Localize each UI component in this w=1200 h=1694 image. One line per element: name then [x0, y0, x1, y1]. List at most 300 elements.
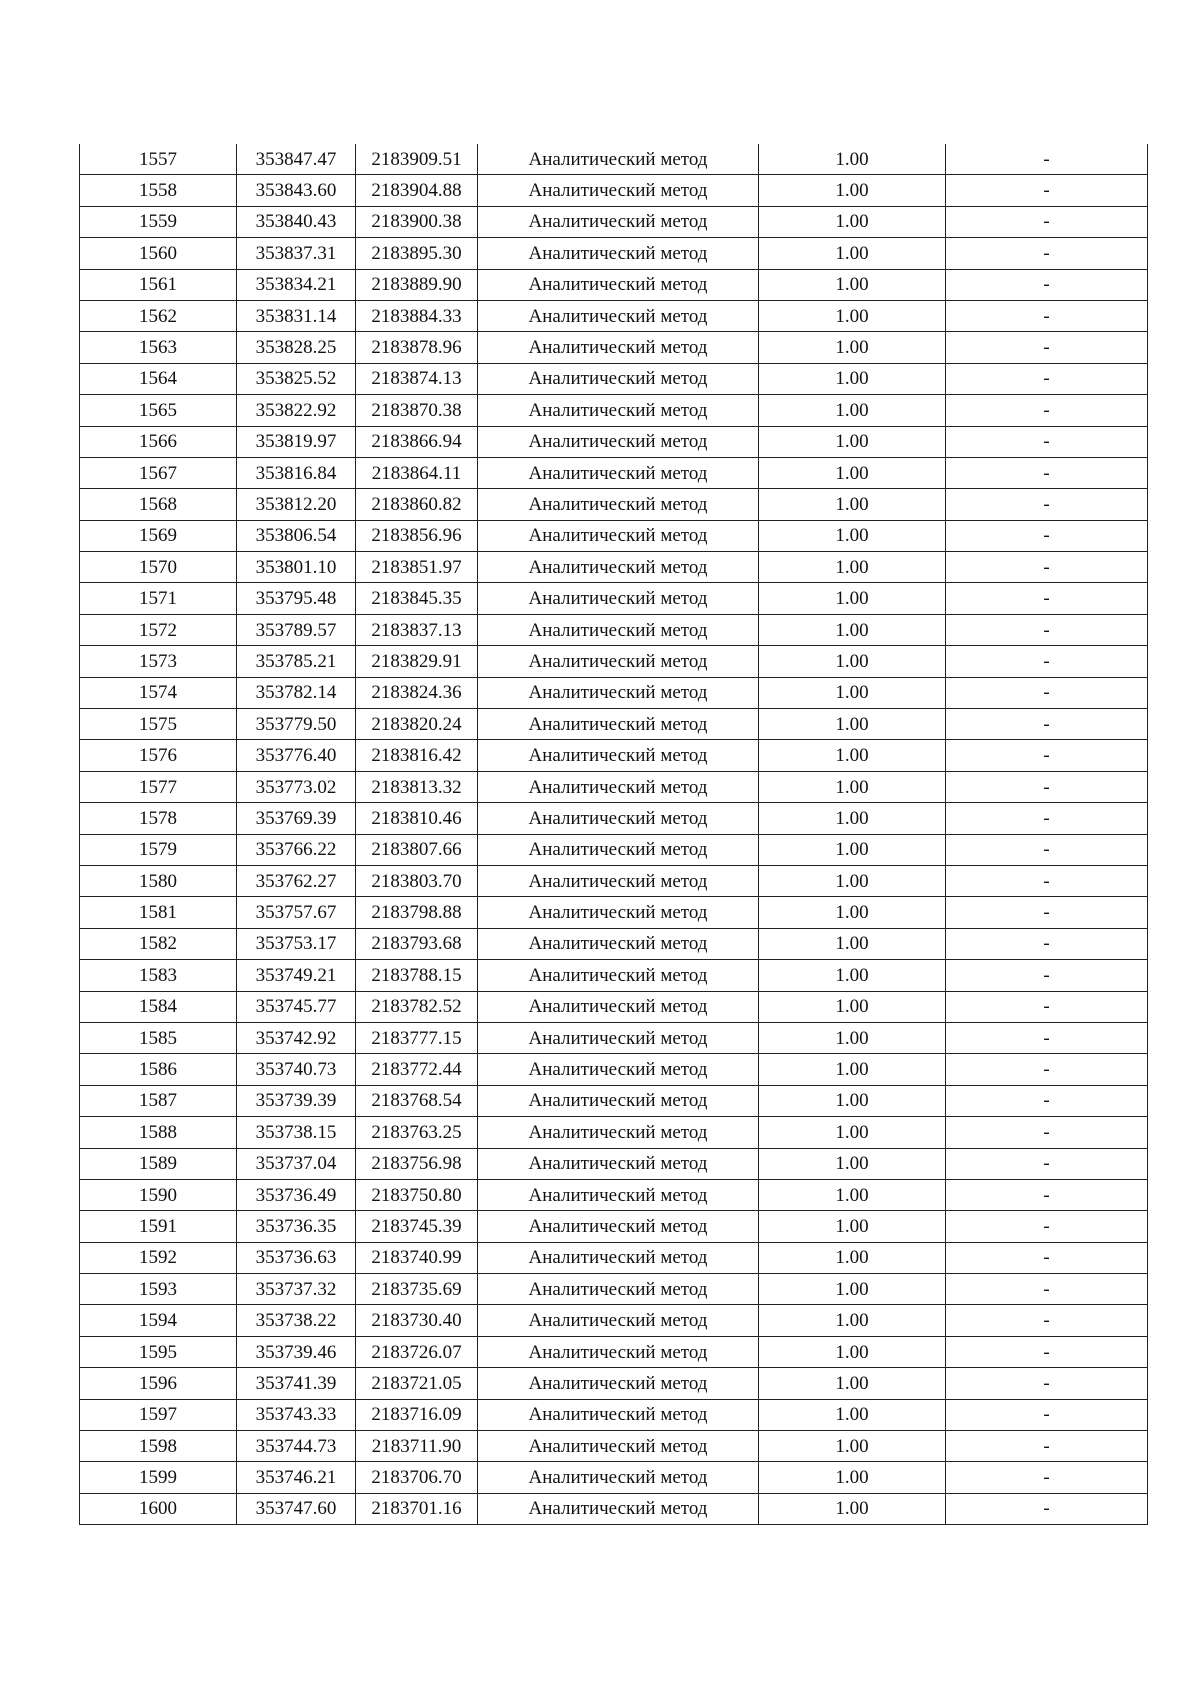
method-cell: Аналитический метод: [478, 269, 759, 300]
method-cell: Аналитический метод: [478, 1211, 759, 1242]
x-coordinate-cell: 353737.04: [237, 1148, 356, 1179]
method-cell: Аналитический метод: [478, 771, 759, 802]
note-cell: -: [946, 144, 1148, 175]
table-row: [80, 426, 1148, 457]
point-number-cell: 1571: [80, 583, 237, 614]
y-coordinate-cell: 2183711.90: [356, 1431, 478, 1462]
point-number-cell: 1562: [80, 300, 237, 331]
accuracy-cell: 1.00: [759, 960, 946, 991]
y-coordinate-cell: 2183864.11: [356, 457, 478, 488]
accuracy-cell: 1.00: [759, 771, 946, 802]
table-row: [80, 1368, 1148, 1399]
accuracy-cell: 1.00: [759, 269, 946, 300]
note-cell: -: [946, 1274, 1148, 1305]
accuracy-cell: 1.00: [759, 834, 946, 865]
note-cell: -: [946, 709, 1148, 740]
y-coordinate-cell: 2183895.30: [356, 238, 478, 269]
point-number-cell: 1557: [80, 144, 237, 175]
method-cell: Аналитический метод: [478, 709, 759, 740]
note-cell: -: [946, 1148, 1148, 1179]
method-cell: Аналитический метод: [478, 1179, 759, 1210]
y-coordinate-cell: 2183824.36: [356, 677, 478, 708]
accuracy-cell: 1.00: [759, 1054, 946, 1085]
table-row: [80, 206, 1148, 237]
point-number-cell: 1567: [80, 457, 237, 488]
note-cell: -: [946, 269, 1148, 300]
point-number-cell: 1569: [80, 520, 237, 551]
note-cell: -: [946, 928, 1148, 959]
note-cell: -: [946, 1117, 1148, 1148]
point-number-cell: 1564: [80, 363, 237, 394]
method-cell: Аналитический метод: [478, 1148, 759, 1179]
method-cell: Аналитический метод: [478, 991, 759, 1022]
note-cell: -: [946, 426, 1148, 457]
accuracy-cell: 1.00: [759, 363, 946, 394]
note-cell: -: [946, 1431, 1148, 1462]
point-number-cell: 1596: [80, 1368, 237, 1399]
point-number-cell: 1579: [80, 834, 237, 865]
table-row: [80, 457, 1148, 488]
note-cell: -: [946, 646, 1148, 677]
method-cell: Аналитический метод: [478, 332, 759, 363]
point-number-cell: 1587: [80, 1085, 237, 1116]
table-row: [80, 1336, 1148, 1367]
point-number-cell: 1570: [80, 552, 237, 583]
accuracy-cell: 1.00: [759, 865, 946, 896]
method-cell: Аналитический метод: [478, 740, 759, 771]
note-cell: -: [946, 1462, 1148, 1493]
note-cell: -: [946, 1054, 1148, 1085]
accuracy-cell: 1.00: [759, 740, 946, 771]
method-cell: Аналитический метод: [478, 897, 759, 928]
x-coordinate-cell: 353779.50: [237, 709, 356, 740]
method-cell: Аналитический метод: [478, 928, 759, 959]
note-cell: -: [946, 457, 1148, 488]
accuracy-cell: 1.00: [759, 1148, 946, 1179]
accuracy-cell: 1.00: [759, 206, 946, 237]
table-row: [80, 1117, 1148, 1148]
method-cell: Аналитический метод: [478, 144, 759, 175]
table-row: [80, 1179, 1148, 1210]
point-number-cell: 1586: [80, 1054, 237, 1085]
note-cell: -: [946, 1336, 1148, 1367]
point-number-cell: 1576: [80, 740, 237, 771]
note-cell: -: [946, 614, 1148, 645]
x-coordinate-cell: 353812.20: [237, 489, 356, 520]
accuracy-cell: 1.00: [759, 144, 946, 175]
accuracy-cell: 1.00: [759, 1022, 946, 1053]
method-cell: Аналитический метод: [478, 614, 759, 645]
table-row: [80, 803, 1148, 834]
x-coordinate-cell: 353738.22: [237, 1305, 356, 1336]
note-cell: -: [946, 1399, 1148, 1430]
note-cell: -: [946, 1022, 1148, 1053]
y-coordinate-cell: 2183763.25: [356, 1117, 478, 1148]
point-number-cell: 1572: [80, 614, 237, 645]
point-number-cell: 1583: [80, 960, 237, 991]
note-cell: -: [946, 300, 1148, 331]
accuracy-cell: 1.00: [759, 395, 946, 426]
point-number-cell: 1559: [80, 206, 237, 237]
table-row: [80, 1148, 1148, 1179]
method-cell: Аналитический метод: [478, 238, 759, 269]
method-cell: Аналитический метод: [478, 960, 759, 991]
point-number-cell: 1563: [80, 332, 237, 363]
table-row: [80, 583, 1148, 614]
table-row: [80, 834, 1148, 865]
method-cell: Аналитический метод: [478, 489, 759, 520]
method-cell: Аналитический метод: [478, 1493, 759, 1524]
accuracy-cell: 1.00: [759, 300, 946, 331]
point-number-cell: 1565: [80, 395, 237, 426]
x-coordinate-cell: 353773.02: [237, 771, 356, 802]
table-row: [80, 175, 1148, 206]
table-row: [80, 1399, 1148, 1430]
y-coordinate-cell: 2183870.38: [356, 395, 478, 426]
point-number-cell: 1561: [80, 269, 237, 300]
x-coordinate-cell: 353828.25: [237, 332, 356, 363]
table-row: [80, 1211, 1148, 1242]
x-coordinate-cell: 353847.47: [237, 144, 356, 175]
point-number-cell: 1598: [80, 1431, 237, 1462]
x-coordinate-cell: 353776.40: [237, 740, 356, 771]
point-number-cell: 1592: [80, 1242, 237, 1273]
x-coordinate-cell: 353782.14: [237, 677, 356, 708]
note-cell: -: [946, 583, 1148, 614]
x-coordinate-cell: 353806.54: [237, 520, 356, 551]
note-cell: -: [946, 395, 1148, 426]
y-coordinate-cell: 2183813.32: [356, 771, 478, 802]
accuracy-cell: 1.00: [759, 1305, 946, 1336]
y-coordinate-cell: 2183788.15: [356, 960, 478, 991]
table-row: [80, 614, 1148, 645]
method-cell: Аналитический метод: [478, 363, 759, 394]
point-number-cell: 1577: [80, 771, 237, 802]
x-coordinate-cell: 353739.46: [237, 1336, 356, 1367]
method-cell: Аналитический метод: [478, 1399, 759, 1430]
method-cell: Аналитический метод: [478, 175, 759, 206]
method-cell: Аналитический метод: [478, 300, 759, 331]
table-row: [80, 677, 1148, 708]
note-cell: -: [946, 1085, 1148, 1116]
note-cell: -: [946, 206, 1148, 237]
x-coordinate-cell: 353757.67: [237, 897, 356, 928]
method-cell: Аналитический метод: [478, 583, 759, 614]
accuracy-cell: 1.00: [759, 175, 946, 206]
point-number-cell: 1589: [80, 1148, 237, 1179]
method-cell: Аналитический метод: [478, 1022, 759, 1053]
accuracy-cell: 1.00: [759, 1399, 946, 1430]
y-coordinate-cell: 2183803.70: [356, 865, 478, 896]
table-row: [80, 897, 1148, 928]
table-row: [80, 1022, 1148, 1053]
accuracy-cell: 1.00: [759, 1274, 946, 1305]
method-cell: Аналитический метод: [478, 1054, 759, 1085]
table-row: [80, 771, 1148, 802]
table-row: [80, 960, 1148, 991]
y-coordinate-cell: 2183820.24: [356, 709, 478, 740]
point-number-cell: 1593: [80, 1274, 237, 1305]
method-cell: Аналитический метод: [478, 1462, 759, 1493]
point-number-cell: 1575: [80, 709, 237, 740]
y-coordinate-cell: 2183866.94: [356, 426, 478, 457]
table-row: [80, 928, 1148, 959]
note-cell: -: [946, 238, 1148, 269]
note-cell: -: [946, 332, 1148, 363]
point-number-cell: 1560: [80, 238, 237, 269]
y-coordinate-cell: 2183860.82: [356, 489, 478, 520]
x-coordinate-cell: 353737.32: [237, 1274, 356, 1305]
coordinates-table-body: [80, 144, 1148, 1525]
accuracy-cell: 1.00: [759, 1211, 946, 1242]
y-coordinate-cell: 2183807.66: [356, 834, 478, 865]
x-coordinate-cell: 353785.21: [237, 646, 356, 677]
accuracy-cell: 1.00: [759, 1242, 946, 1273]
point-number-cell: 1595: [80, 1336, 237, 1367]
note-cell: -: [946, 677, 1148, 708]
x-coordinate-cell: 353819.97: [237, 426, 356, 457]
x-coordinate-cell: 353745.77: [237, 991, 356, 1022]
note-cell: -: [946, 771, 1148, 802]
accuracy-cell: 1.00: [759, 520, 946, 551]
y-coordinate-cell: 2183701.16: [356, 1493, 478, 1524]
method-cell: Аналитический метод: [478, 1305, 759, 1336]
table-row: [80, 1242, 1148, 1273]
method-cell: Аналитический метод: [478, 552, 759, 583]
y-coordinate-cell: 2183716.09: [356, 1399, 478, 1430]
table-row: [80, 269, 1148, 300]
point-number-cell: 1582: [80, 928, 237, 959]
method-cell: Аналитический метод: [478, 1117, 759, 1148]
note-cell: -: [946, 960, 1148, 991]
table-row: [80, 489, 1148, 520]
point-number-cell: 1584: [80, 991, 237, 1022]
x-coordinate-cell: 353769.39: [237, 803, 356, 834]
y-coordinate-cell: 2183845.35: [356, 583, 478, 614]
method-cell: Аналитический метод: [478, 677, 759, 708]
x-coordinate-cell: 353749.21: [237, 960, 356, 991]
y-coordinate-cell: 2183810.46: [356, 803, 478, 834]
x-coordinate-cell: 353744.73: [237, 1431, 356, 1462]
y-coordinate-cell: 2183726.07: [356, 1336, 478, 1367]
table-row: [80, 520, 1148, 551]
point-number-cell: 1578: [80, 803, 237, 834]
table-row: [80, 865, 1148, 896]
y-coordinate-cell: 2183884.33: [356, 300, 478, 331]
point-number-cell: 1591: [80, 1211, 237, 1242]
y-coordinate-cell: 2183909.51: [356, 144, 478, 175]
x-coordinate-cell: 353834.21: [237, 269, 356, 300]
y-coordinate-cell: 2183721.05: [356, 1368, 478, 1399]
method-cell: Аналитический метод: [478, 1085, 759, 1116]
x-coordinate-cell: 353743.33: [237, 1399, 356, 1430]
y-coordinate-cell: 2183745.39: [356, 1211, 478, 1242]
y-coordinate-cell: 2183750.80: [356, 1179, 478, 1210]
point-number-cell: 1580: [80, 865, 237, 896]
accuracy-cell: 1.00: [759, 1179, 946, 1210]
note-cell: -: [946, 865, 1148, 896]
table-row: [80, 1305, 1148, 1336]
y-coordinate-cell: 2183772.44: [356, 1054, 478, 1085]
table-row: [80, 300, 1148, 331]
table-row: [80, 332, 1148, 363]
y-coordinate-cell: 2183768.54: [356, 1085, 478, 1116]
y-coordinate-cell: 2183900.38: [356, 206, 478, 237]
accuracy-cell: 1.00: [759, 426, 946, 457]
note-cell: -: [946, 991, 1148, 1022]
table-row: [80, 1274, 1148, 1305]
x-coordinate-cell: 353738.15: [237, 1117, 356, 1148]
accuracy-cell: 1.00: [759, 614, 946, 645]
accuracy-cell: 1.00: [759, 1431, 946, 1462]
method-cell: Аналитический метод: [478, 1431, 759, 1462]
y-coordinate-cell: 2183837.13: [356, 614, 478, 645]
x-coordinate-cell: 353747.60: [237, 1493, 356, 1524]
x-coordinate-cell: 353837.31: [237, 238, 356, 269]
x-coordinate-cell: 353741.39: [237, 1368, 356, 1399]
y-coordinate-cell: 2183706.70: [356, 1462, 478, 1493]
y-coordinate-cell: 2183829.91: [356, 646, 478, 677]
x-coordinate-cell: 353801.10: [237, 552, 356, 583]
accuracy-cell: 1.00: [759, 238, 946, 269]
y-coordinate-cell: 2183904.88: [356, 175, 478, 206]
accuracy-cell: 1.00: [759, 583, 946, 614]
note-cell: -: [946, 520, 1148, 551]
accuracy-cell: 1.00: [759, 1493, 946, 1524]
note-cell: -: [946, 489, 1148, 520]
accuracy-cell: 1.00: [759, 928, 946, 959]
point-number-cell: 1581: [80, 897, 237, 928]
y-coordinate-cell: 2183756.98: [356, 1148, 478, 1179]
point-number-cell: 1600: [80, 1493, 237, 1524]
method-cell: Аналитический метод: [478, 1242, 759, 1273]
method-cell: Аналитический метод: [478, 520, 759, 551]
x-coordinate-cell: 353739.39: [237, 1085, 356, 1116]
note-cell: -: [946, 1305, 1148, 1336]
note-cell: -: [946, 552, 1148, 583]
accuracy-cell: 1.00: [759, 332, 946, 363]
x-coordinate-cell: 353825.52: [237, 363, 356, 394]
x-coordinate-cell: 353740.73: [237, 1054, 356, 1085]
point-number-cell: 1566: [80, 426, 237, 457]
point-number-cell: 1573: [80, 646, 237, 677]
note-cell: -: [946, 1211, 1148, 1242]
accuracy-cell: 1.00: [759, 1336, 946, 1367]
x-coordinate-cell: 353762.27: [237, 865, 356, 896]
x-coordinate-cell: 353742.92: [237, 1022, 356, 1053]
method-cell: Аналитический метод: [478, 646, 759, 677]
y-coordinate-cell: 2183793.68: [356, 928, 478, 959]
method-cell: Аналитический метод: [478, 1336, 759, 1367]
method-cell: Аналитический метод: [478, 803, 759, 834]
table-row: [80, 709, 1148, 740]
y-coordinate-cell: 2183856.96: [356, 520, 478, 551]
accuracy-cell: 1.00: [759, 803, 946, 834]
note-cell: -: [946, 1368, 1148, 1399]
note-cell: -: [946, 834, 1148, 865]
accuracy-cell: 1.00: [759, 1368, 946, 1399]
accuracy-cell: 1.00: [759, 897, 946, 928]
table-row: [80, 144, 1148, 175]
method-cell: Аналитический метод: [478, 865, 759, 896]
y-coordinate-cell: 2183889.90: [356, 269, 478, 300]
x-coordinate-cell: 353736.49: [237, 1179, 356, 1210]
coordinates-table: [79, 144, 1148, 1525]
x-coordinate-cell: 353753.17: [237, 928, 356, 959]
accuracy-cell: 1.00: [759, 1462, 946, 1493]
accuracy-cell: 1.00: [759, 991, 946, 1022]
y-coordinate-cell: 2183816.42: [356, 740, 478, 771]
table-row: [80, 1431, 1148, 1462]
point-number-cell: 1585: [80, 1022, 237, 1053]
accuracy-cell: 1.00: [759, 1117, 946, 1148]
note-cell: -: [946, 740, 1148, 771]
y-coordinate-cell: 2183777.15: [356, 1022, 478, 1053]
point-number-cell: 1590: [80, 1179, 237, 1210]
accuracy-cell: 1.00: [759, 552, 946, 583]
x-coordinate-cell: 353795.48: [237, 583, 356, 614]
note-cell: -: [946, 363, 1148, 394]
note-cell: -: [946, 175, 1148, 206]
x-coordinate-cell: 353840.43: [237, 206, 356, 237]
note-cell: -: [946, 897, 1148, 928]
note-cell: -: [946, 803, 1148, 834]
method-cell: Аналитический метод: [478, 1274, 759, 1305]
x-coordinate-cell: 353736.35: [237, 1211, 356, 1242]
method-cell: Аналитический метод: [478, 834, 759, 865]
point-number-cell: 1574: [80, 677, 237, 708]
y-coordinate-cell: 2183735.69: [356, 1274, 478, 1305]
method-cell: Аналитический метод: [478, 1368, 759, 1399]
note-cell: -: [946, 1242, 1148, 1273]
x-coordinate-cell: 353822.92: [237, 395, 356, 426]
x-coordinate-cell: 353816.84: [237, 457, 356, 488]
y-coordinate-cell: 2183874.13: [356, 363, 478, 394]
table-row: [80, 1462, 1148, 1493]
point-number-cell: 1594: [80, 1305, 237, 1336]
point-number-cell: 1568: [80, 489, 237, 520]
accuracy-cell: 1.00: [759, 489, 946, 520]
x-coordinate-cell: 353746.21: [237, 1462, 356, 1493]
table-row: [80, 740, 1148, 771]
table-row: [80, 238, 1148, 269]
y-coordinate-cell: 2183798.88: [356, 897, 478, 928]
y-coordinate-cell: 2183851.97: [356, 552, 478, 583]
point-number-cell: 1599: [80, 1462, 237, 1493]
x-coordinate-cell: 353831.14: [237, 300, 356, 331]
table-row: [80, 363, 1148, 394]
point-number-cell: 1558: [80, 175, 237, 206]
x-coordinate-cell: 353766.22: [237, 834, 356, 865]
table-row: [80, 646, 1148, 677]
table-row: [80, 552, 1148, 583]
table-row: [80, 991, 1148, 1022]
x-coordinate-cell: 353843.60: [237, 175, 356, 206]
method-cell: Аналитический метод: [478, 395, 759, 426]
table-row: [80, 395, 1148, 426]
method-cell: Аналитический метод: [478, 457, 759, 488]
method-cell: Аналитический метод: [478, 206, 759, 237]
method-cell: Аналитический метод: [478, 426, 759, 457]
y-coordinate-cell: 2183782.52: [356, 991, 478, 1022]
note-cell: -: [946, 1493, 1148, 1524]
table-row: [80, 1085, 1148, 1116]
point-number-cell: 1588: [80, 1117, 237, 1148]
accuracy-cell: 1.00: [759, 1085, 946, 1116]
x-coordinate-cell: 353736.63: [237, 1242, 356, 1273]
table-row: [80, 1493, 1148, 1524]
y-coordinate-cell: 2183740.99: [356, 1242, 478, 1273]
